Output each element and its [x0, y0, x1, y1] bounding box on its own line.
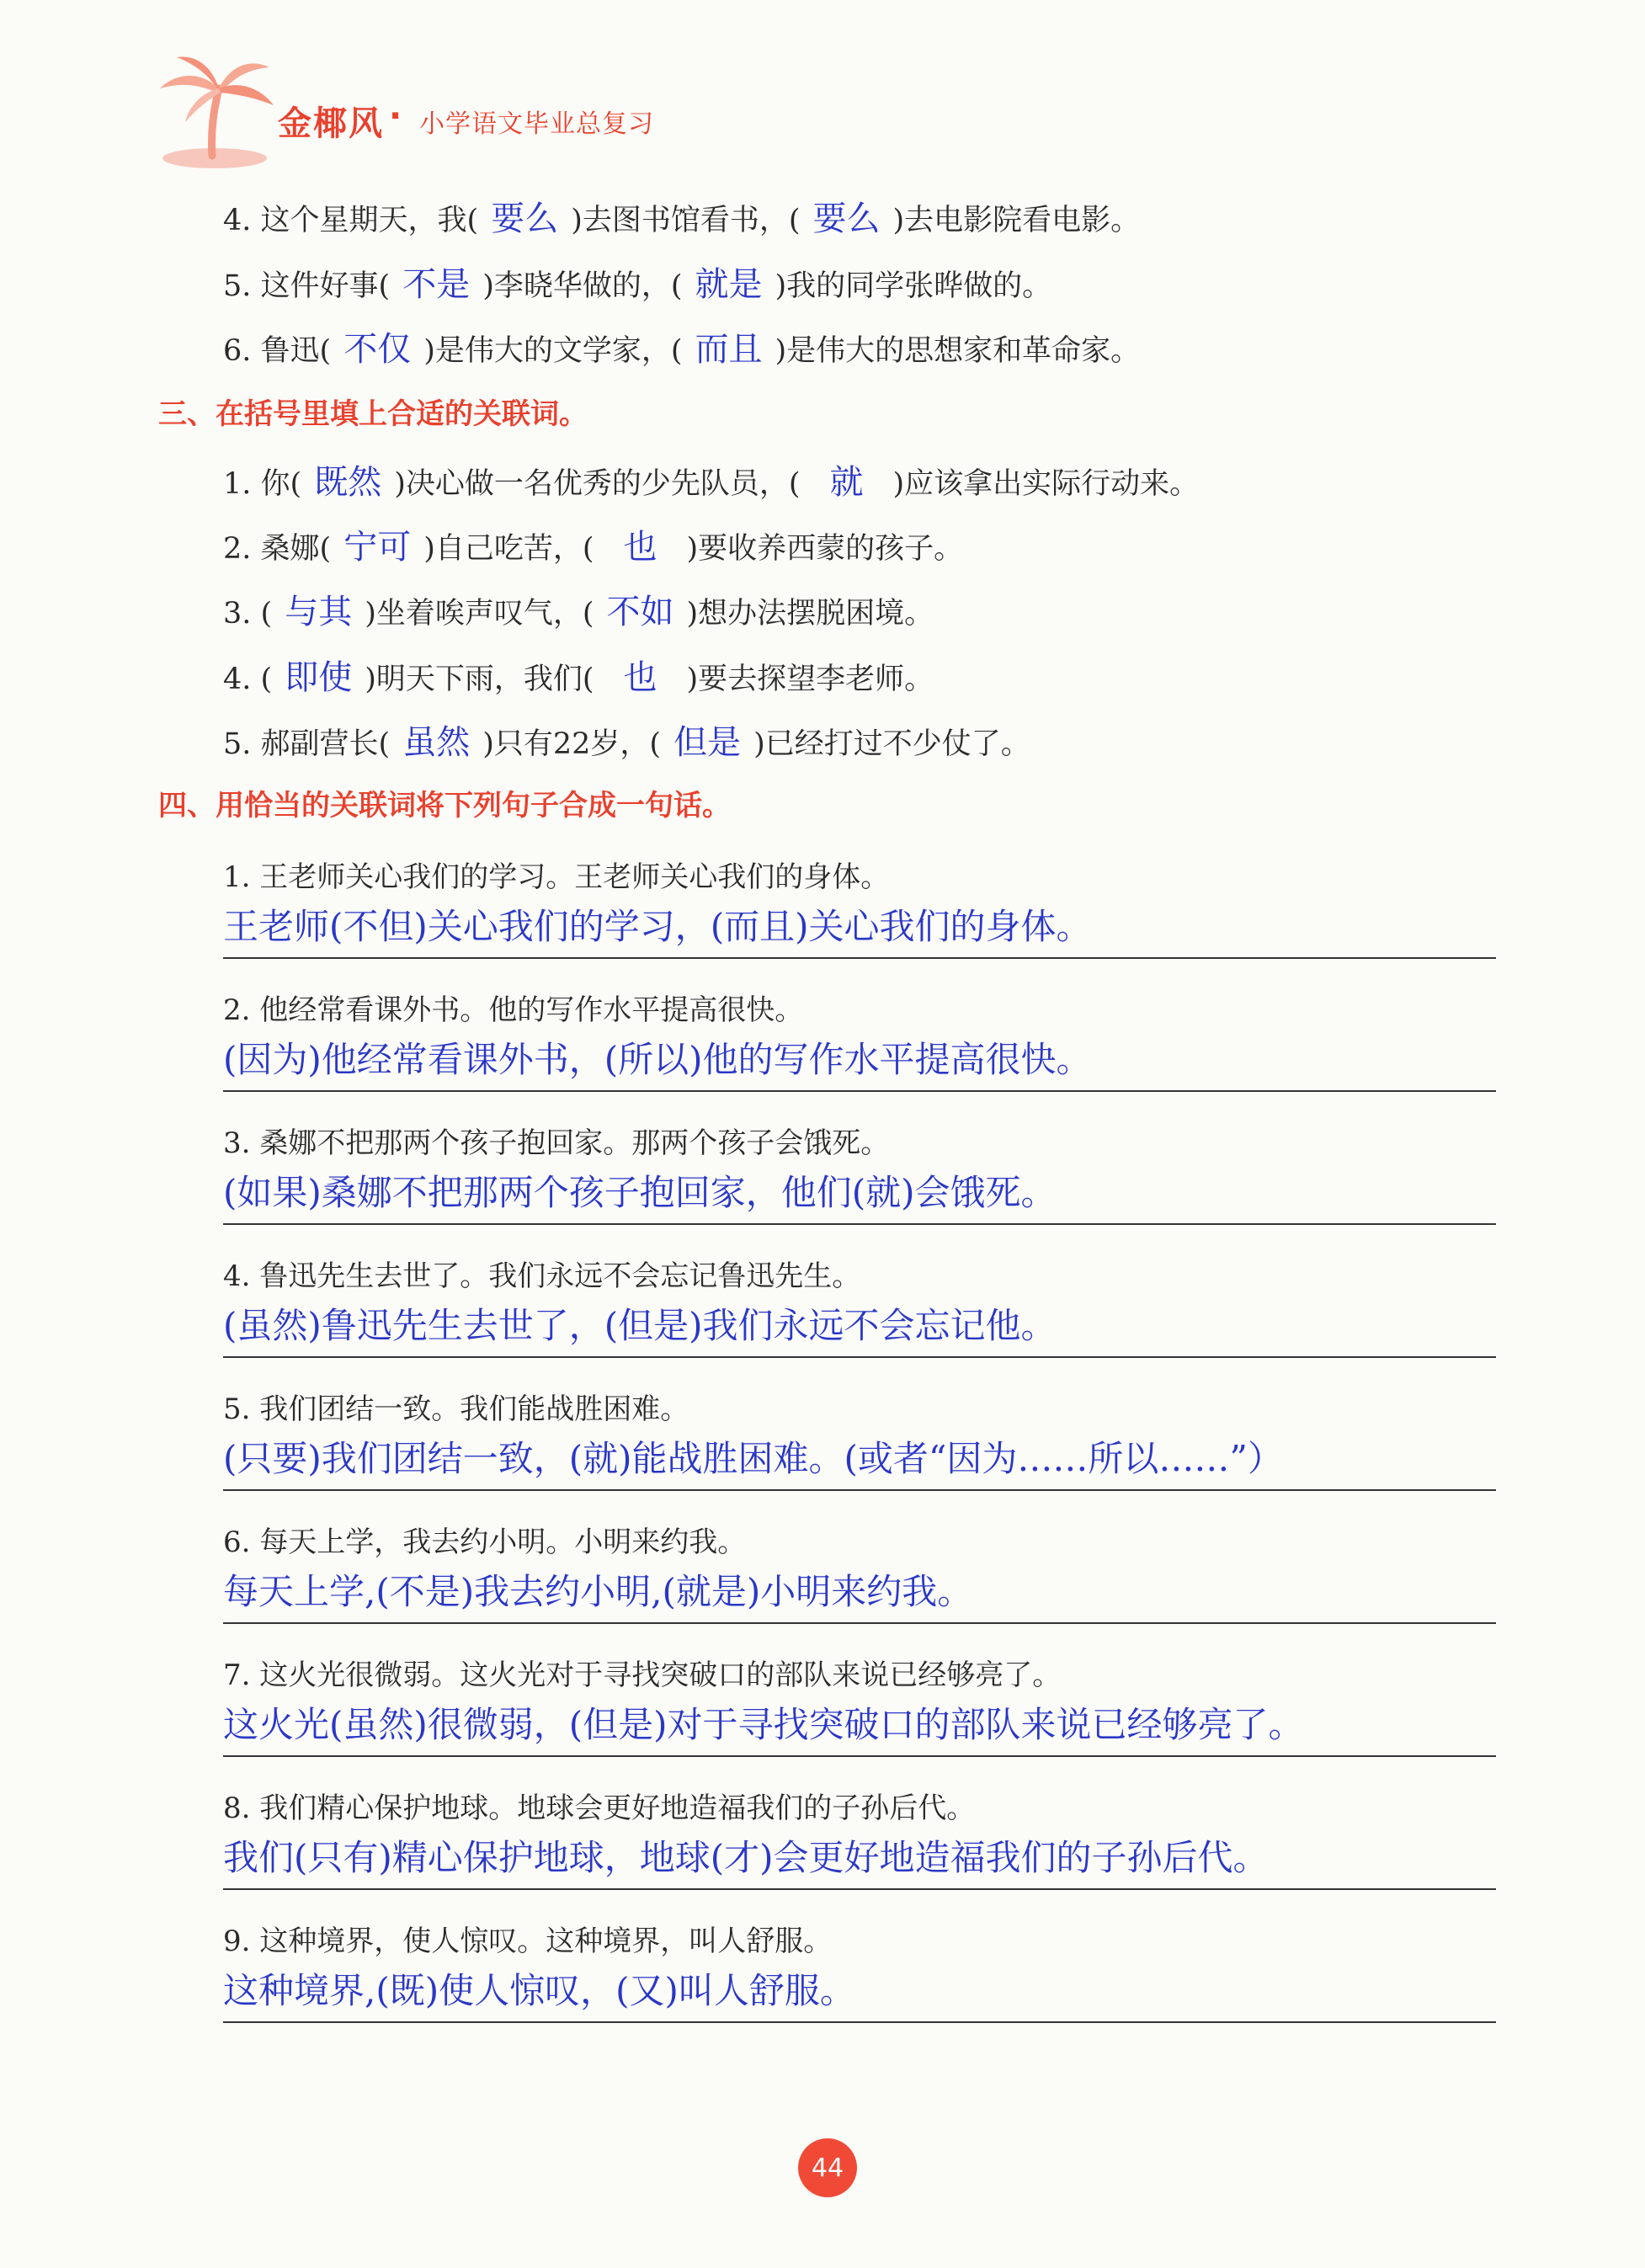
- fill-item: 6. 鲁迅( 不仅 )是伟大的文学家，( 而且 )是伟大的思想家和革命家。: [223, 330, 1141, 369]
- answer-blank: 但是: [673, 723, 742, 762]
- book-subtitle: 小学语文毕业总复习: [419, 109, 654, 139]
- answer-line: [223, 2021, 1496, 2023]
- answer-text: 这火光(虽然)很微弱，(但是)对于寻找突破口的部队来说已经够亮了。: [223, 1704, 1304, 1745]
- answer-text: (虽然)鲁迅先生去世了，(但是)我们永远不会忘记他。: [223, 1305, 1057, 1346]
- section-three-title: 三、在括号里填上合适的关联词。: [158, 397, 588, 431]
- answer-text: 每天上学,(不是)我去约小明,(就是)小明来约我。: [223, 1571, 973, 1612]
- answer-blank: 不是: [402, 265, 471, 304]
- answer-blank: 既然: [314, 463, 382, 502]
- fill-item: 1. 你( 既然 )决心做一名优秀的少先队员，( 就 )应该拿出实际行动来。: [223, 463, 1200, 502]
- brand-name: 金椰风: [278, 104, 384, 143]
- answer-line: [223, 957, 1496, 959]
- answer-blank: 就: [829, 463, 864, 502]
- fill-item: 4. 这个星期天，我( 要么 )去图书馆看书，( 要么 )去电影院看电影。: [223, 200, 1141, 238]
- answer-blank: 也: [623, 658, 657, 697]
- fill-item: 2. 桑娜( 宁可 )自己吃苦，( 也 )要收养西蒙的孩子。: [223, 528, 964, 567]
- fill-item: 3. ( 与其 )坐着唉声叹气，( 不如 )想办法摆脱困境。: [223, 593, 934, 631]
- answer-blank: 也: [623, 528, 657, 567]
- answer-line: [223, 1356, 1496, 1358]
- fill-item: 5. 这件好事( 不是 )李晓华做的，( 就是 )我的同学张晔做的。: [223, 265, 1052, 304]
- answer-blank: 要么: [812, 200, 881, 238]
- answer-text: 王老师(不但)关心我们的学习，(而且)关心我们的身体。: [223, 906, 1092, 947]
- section-four-title: 四、用恰当的关联词将下列句子合成一句话。: [158, 789, 731, 823]
- page-header: [152, 51, 993, 168]
- answer-blank: 而且: [695, 330, 763, 369]
- answer-line: [223, 1622, 1496, 1624]
- question-text: 8. 我们精心保护地球。地球会更好地造福我们的子孙后代。: [223, 1792, 976, 1825]
- question-text: 3. 桑娜不把那两个孩子抱回家。那两个孩子会饿死。: [223, 1126, 890, 1160]
- answer-blank: 宁可: [343, 528, 412, 567]
- answer-blank: 就是: [695, 265, 763, 304]
- answer-text: (如果)桑娜不把那两个孩子抱回家，他们(就)会饿死。: [223, 1172, 1057, 1213]
- answer-blank: 与其: [285, 593, 353, 631]
- question-text: 7. 这火光很微弱。这火光对于寻找突破口的部队来说已经够亮了。: [223, 1658, 1062, 1692]
- palm-tree-logo-icon: [152, 51, 278, 168]
- question-text: 9. 这种境界，使人惊叹。这种境界，叫人舒服。: [223, 1925, 833, 1958]
- answer-blank: 要么: [491, 200, 559, 238]
- answer-text: (只要)我们团结一致，(就)能战胜困难。(或者“因为……所以……”）: [223, 1438, 1283, 1479]
- question-text: 1. 王老师关心我们的学习。王老师关心我们的身体。: [223, 860, 890, 894]
- answer-text: (因为)他经常看课外书，(所以)他的写作水平提高很快。: [223, 1039, 1092, 1080]
- fill-item: 5. 郝副营长( 虽然 )只有22岁，( 但是 )已经打过不少仗了。: [223, 723, 1030, 762]
- answer-line: [223, 1223, 1496, 1225]
- question-text: 6. 每天上学，我去约小明。小明来约我。: [223, 1525, 747, 1559]
- question-text: 4. 鲁迅先生去世了。我们永远不会忘记鲁迅先生。: [223, 1259, 861, 1293]
- answer-blank: 不如: [606, 593, 674, 631]
- answer-line: [223, 1489, 1496, 1491]
- answer-blank: 不仅: [343, 330, 412, 369]
- brand-dot: ·: [389, 97, 404, 136]
- question-text: 5. 我们团结一致。我们能战胜困难。: [223, 1392, 689, 1426]
- answer-blank: 虽然: [402, 723, 471, 762]
- answer-line: [223, 1888, 1496, 1890]
- fill-item: 4. ( 即使 )明天下雨，我们( 也 )要去探望李老师。: [223, 658, 934, 697]
- answer-line: [223, 1755, 1496, 1757]
- answer-text: 这种境界,(既)使人惊叹，(又)叫人舒服。: [223, 1970, 855, 2011]
- answer-line: [223, 1090, 1496, 1092]
- page-number: 44: [798, 2138, 857, 2197]
- question-text: 2. 他经常看课外书。他的写作水平提高很快。: [223, 993, 804, 1027]
- answer-blank: 即使: [285, 658, 353, 697]
- answer-text: 我们(只有)精心保护地球，地球(才)会更好地造福我们的子孙后代。: [223, 1837, 1269, 1878]
